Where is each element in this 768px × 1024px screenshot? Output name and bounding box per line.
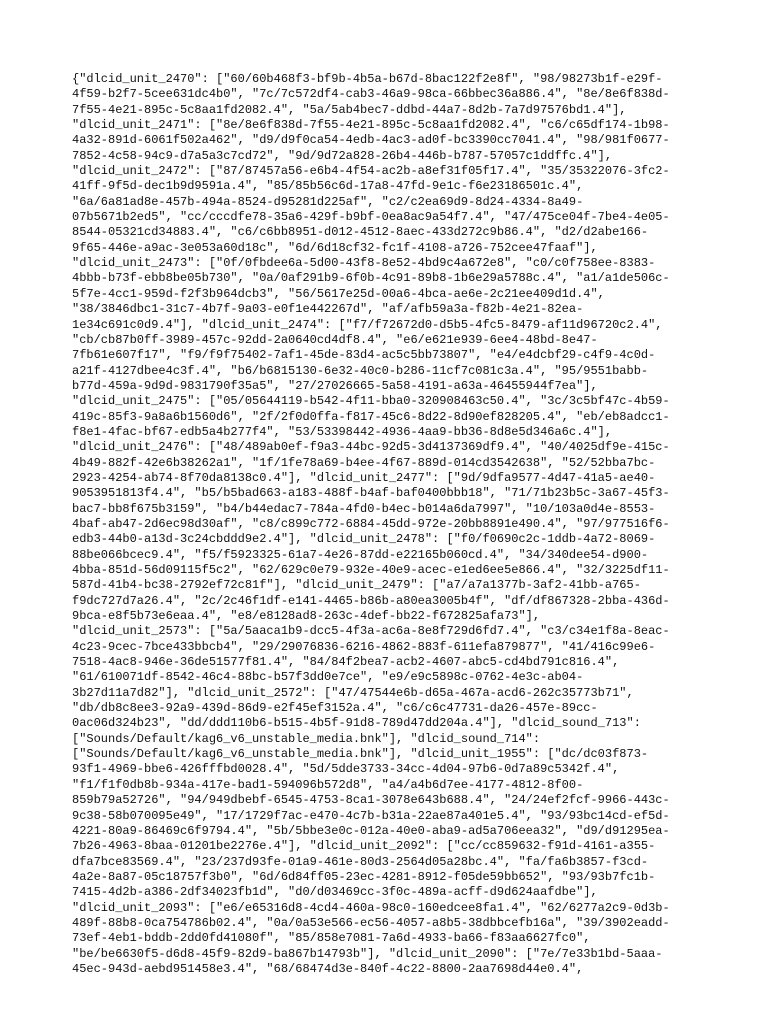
text-line: {"dlcid_unit_2470": ["60/60b468f3-bf9b-4b5a-b67d-8bac122f2e8f", "98/98273b1f-e29f-	[72, 72, 663, 86]
text-line: 9bca-e8f5b73e6eaa.4", "e8/e8128ad8-263c-4def-bb22-f672825afa73"],	[72, 609, 541, 624]
text-line: 45ec-943d-aebd951458e3.4", "68/68474d3e-840f-4c22-8800-2aa7698d44e0.4",	[72, 961, 584, 976]
text-line: 7415-4d2b-a386-2df34023fb1d", "d0/d03469cc-3f0c-489a-acff-d9d624aafdbe"],	[72, 885, 598, 900]
text-line: 8544-05321cd34883.4", "c6/c6bb8951-d012-4512-8aec-433d272c9b86.4", "d2/d2abe166-	[72, 225, 649, 240]
text-line: 7852-4c58-94c9-d7a5a3c7cd72", "9d/9d72a828-26b4-446b-b787-57057c1ddffc.4"],	[72, 148, 613, 163]
text-line: ["Sounds/Default/kag6_v6_unstable_media.bnk"], "dlcid_sound_714":	[72, 731, 541, 746]
text-line: 587d-41b4-bc38-2792ef72c81f"], "dlcid_unit_2479": ["a7/a7a1377b-3af2-41bb-a765-	[72, 578, 641, 593]
text-line: "dlcid_unit_2471": ["8e/8e6f838d-7f55-4e21-895c-5c8aa1fd2082.4", "c6/c65df174-1b98-	[72, 118, 670, 133]
text-line: f9dc727d7a26.4", "2c/2c46f1df-e141-4465-b86b-a80ea3005b4f", "df/df867328-2bba-436d-	[72, 593, 670, 608]
text-line: 7f55-4e21-895c-5c8aa1fd2082.4", "5a/5ab4bec7-ddbd-44a7-8d2b-7a7d97576bd1.4"],	[72, 102, 627, 117]
text-line: "cb/cb87b0ff-3989-457c-92dd-2a0640cd4df8.4", "e6/e621e939-6ee4-48bd-8e47-	[72, 332, 598, 347]
text-line: "db/db8c8ee3-92a9-439d-86d9-e2f45ef3152a.4", "c6/c6c47731-da26-457e-89cc-	[72, 701, 598, 716]
text-line: 7b26-4963-8baa-01201be2276e.4"], "dlcid_unit_2092": ["cc/cc859632-f91d-4161-a355-	[72, 839, 656, 854]
text-line: 4bbb-b73f-ebb8be05b730", "0a/0af291b9-6f0b-4c91-89b8-1b6e29a5788c.4", "a1/a1de506c-	[72, 271, 670, 286]
text-line: 88be066bcec9.4", "f5/f5923325-61a7-4e26-87dd-e22165b060cd.4", "34/340dee54-d900-	[72, 547, 649, 562]
text-line: f8e1-4fac-bf67-edb5a4b277f4", "53/53398442-4936-4aa9-bb36-8d8e5d346a6c.4"],	[72, 424, 613, 439]
text-line: "f1/f1f0db8b-934a-417e-bad1-594096b572d8", "a4/a4b6d7ee-4177-4812-8f00-	[72, 777, 584, 792]
text-line: "dlcid_unit_2472": ["87/87457a56-e6b4-4f54-ac2b-a8ef31f05f17.4", "35/35322076-3fc2-	[72, 164, 670, 179]
text-line: 5f7e-4cc1-959d-f2f3b964dcb3", "56/5617e25d-00a6-4bca-ae6e-2c21ee409d1d.4",	[72, 286, 605, 301]
text-line: "be/be6630f5-d6d8-45f9-82d9-ba867b14793b"], "dlcid_unit_2090": ["7e/7e33b1bd-5aaa-	[72, 946, 663, 961]
text-line: edb3-44b0-a13d-3c24cbddd9e2.4"], "dlcid_unit_2478": ["f0/f0690c2c-1ddb-4a72-8069-	[72, 532, 656, 547]
text-line: 4f59-b2f7-5cee631dc4b0", "7c/7c572df4-cab3-46a9-98ca-66bbec36a886.4", "8e/8e6f838d-	[72, 87, 670, 102]
text-line: bac7-bb8f675b3159", "b4/b44edac7-784a-4fd0-b4ec-b014a6da7997", "10/103a0d4e-8553-	[72, 501, 656, 516]
text-line: 1e34c691c0d9.4"], "dlcid_unit_2474": ["f7/f72672d0-d5b5-4fc5-8479-af11d96720c2.4",	[72, 317, 663, 332]
text-line: 73ef-4eb1-bddb-2dd0fd41080f", "85/858e7081-7a6d-4933-ba66-f83aa6627fc0",	[72, 931, 591, 946]
text-line: 93f1-4969-bbe6-426fffbd0028.4", "5d/5dde3733-34cc-4d04-97b6-0d7a89c5342f.4",	[72, 762, 620, 777]
text-line: 859b79a52726", "94/949dbebf-6545-4753-8ca1-3078e643b688.4", "24/24ef2fcf-9966-443c-	[72, 793, 670, 808]
text-line: ["Sounds/Default/kag6_v6_unstable_media.bnk"], "dlcid_unit_1955": ["dc/dc03f873-	[72, 747, 649, 762]
text-line: 4baf-ab47-2d6ec98d30af", "c8/c899c772-6884-45dd-972e-20bb8891e490.4", "97/977516f6-	[72, 516, 670, 531]
text-line: 07b5671b2ed5", "cc/cccdfe78-35a6-429f-b9bf-0ea8ac9a54f7.4", "47/475ce04f-7be4-4e05-	[72, 210, 670, 225]
text-line: 419c-85f3-9a8a6b1560d6", "2f/2f0d0ffa-f817-45c6-8d22-8d90ef828205.4", "eb/eb8adcc1-	[72, 409, 670, 424]
text-line: 489f-88b8-0ca754786b02.4", "0a/0a53e566-ec56-4057-a8b5-38dbbcefb16a", "39/3902eadd-	[72, 915, 670, 930]
text-line: "38/3846dbc1-31c7-4b7f-9a03-e0f1e442267d", "af/afb59a3a-f82b-4e21-82ea-	[72, 302, 584, 317]
text-line: 7518-4ac8-946e-36de51577f81.4", "84/84f2bea7-acb2-4607-abc5-cd4bd791c816.4",	[72, 655, 620, 670]
text-line: 9f65-446e-a9ac-3e053a60d18c", "6d/6d18cf32-fc1f-4108-a726-752cee47faaf"],	[72, 240, 598, 255]
text-line: 4a32-891d-6061f502a462", "d9/d9f0ca54-4edb-4ac3-ad0f-bc3390cc7041.4", "98/981f0677-	[72, 133, 670, 148]
text-line: 9053951813f4.4", "b5/b5bad663-a183-488f-b4af-baf0400bbb18", "71/71b23b5c-3a67-45f3-	[72, 486, 670, 501]
text-line: 2923-4254-ab74-8f70da8138c0.4"], "dlcid_unit_2477": ["9d/9dfa9577-4d47-41a5-ae40-	[72, 470, 656, 485]
text-line: dfa7bce83569.4", "23/237d93fe-01a9-461e-80d3-2564d05a28bc.4", "fa/fa6b3857-f3cd-	[72, 854, 649, 869]
text-line: "dlcid_unit_2093": ["e6/e65316d8-4cd4-460a-98c0-160edcee8fa1.4", "62/6277a2c9-0d3b-	[72, 900, 670, 915]
text-line: 4c23-9cec-7bce433bbcb4", "29/29076836-6216-4862-883f-611efa879877", "41/416c99e6-	[72, 639, 656, 654]
text-line: "dlcid_unit_2476": ["48/489ab0ef-f9a3-44bc-92d5-3d4137369df9.4", "40/4025df9e-415c-	[72, 440, 670, 455]
text-line: "dlcid_unit_2573": ["5a/5aaca1b9-dcc5-4f3a-ac6a-8e8f729d6fd7.4", "c3/c34e1f8a-8eac-	[72, 624, 670, 639]
text-line: "dlcid_unit_2475": ["05/05644119-b542-4f11-bba0-320908463c50.4", "3c/3c5bf47c-4b59-	[72, 394, 670, 409]
json-text-body	[72, 72, 702, 977]
text-line: 4b49-882f-42e6b38262a1", "1f/1fe78a69-b4ee-4f67-889d-014cd3542638", "52/52bba7bc-	[72, 455, 656, 470]
text-line: "61/610071df-8542-46c4-88bc-b57f3dd0e7ce", "e9/e9c5898c-0762-4e3c-ab04-	[72, 670, 584, 685]
text-line: b77d-459a-9d9d-9831790f35a5", "27/27026665-5a58-4191-a63a-46455944f7ea"],	[72, 378, 598, 393]
text-line: 9c38-58b070095e49", "17/1729f7ac-e470-4c7b-b31a-22ae87a401e5.4", "93/93bc14cd-ef5d-	[72, 808, 670, 823]
text-line: "6a/6a81ad8e-457b-494a-8524-d95281d225af", "c2/c2ea69d9-8d24-4334-8a49-	[72, 194, 584, 209]
text-line: a21f-4127dbee4c3f.4", "b6/b6815130-6e32-40c0-b286-11cf7c081c3a.4", "95/9551babb-	[72, 363, 649, 378]
text-line: 4a2e-8a87-05c18757f3b0", "6d/6d84ff05-23ec-4281-8912-f05de59bb652", "93/93b7fc1b-	[72, 869, 656, 884]
text-line: 4221-80a9-86469c6f9794.4", "5b/5bbe3e0c-012a-40e0-aba9-ad5a706eea32", "d9/d91295ea-	[72, 823, 670, 838]
text-line: 0ac06d324b23", "dd/ddd110b6-b515-4b5f-91d8-789d47dd204a.4"], "dlcid_sound_713":	[72, 716, 641, 731]
text-line: 41ff-9f5d-dec1b9d9591a.4", "85/85b56c6d-17a8-47fd-9e1c-f6e23186501c.4",	[72, 179, 584, 194]
text-line: "dlcid_unit_2473": ["0f/0fbdee6a-5d00-43f8-8e52-4bd9c4a672e8", "c0/c0f758ee-8383-	[72, 256, 656, 271]
text-line: 7fb61e607f17", "f9/f9f75402-7af1-45de-83d4-ac5c5bb73807", "e4/e4dcbf29-c4f9-4c0d-	[72, 348, 656, 363]
text-line: 3b27d11a7d82"], "dlcid_unit_2572": ["47/47544e6b-d65a-467a-acd6-262c35773b71",	[72, 685, 634, 700]
text-line: 4bba-851d-56d09115f5c2", "62/629c0e79-932e-40e9-acec-e1ed6ee5e866.4", "32/3225df11-	[72, 563, 670, 577]
